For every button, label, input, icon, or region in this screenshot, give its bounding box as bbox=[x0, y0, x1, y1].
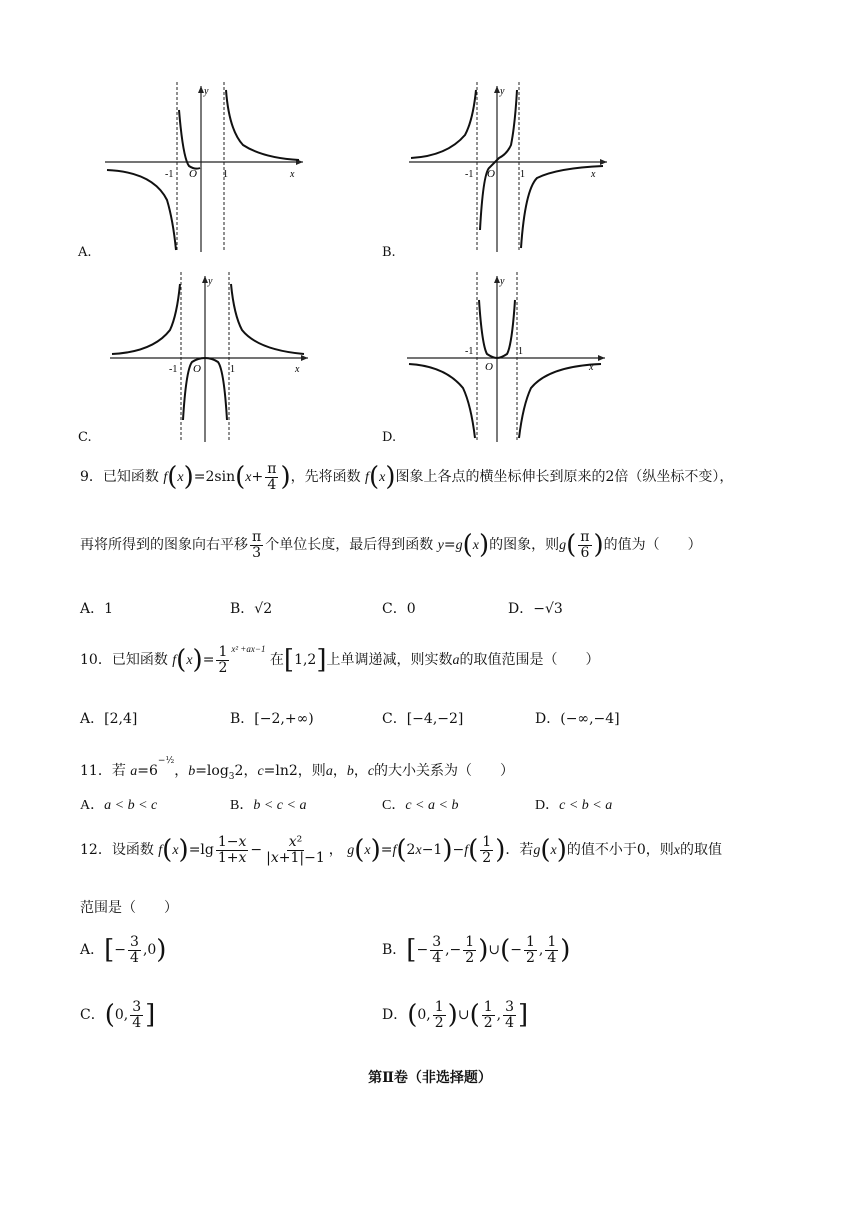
option-c-label: C. bbox=[78, 430, 92, 445]
svg-text:1: 1 bbox=[520, 169, 525, 180]
svg-text:O: O bbox=[487, 168, 495, 180]
svg-text:O: O bbox=[193, 363, 201, 375]
graph-option-b bbox=[407, 80, 617, 260]
svg-text:y: y bbox=[208, 276, 213, 287]
q11-option-c[interactable]: C．c < a < b bbox=[382, 798, 459, 813]
q11-option-a[interactable]: A．a < b < c bbox=[80, 798, 158, 813]
graph-option-d bbox=[405, 270, 615, 450]
question-10: 10．已知函数 f(x)= $\frac{1}{2}$ $^{x^2 +ax-1}$ 在[1,2]上单调递减，则实数a的取值范围是（ ） bbox=[80, 644, 600, 676]
q12-option-c[interactable]: C．(0, $\frac{3}{4}$ ] bbox=[80, 999, 156, 1031]
question-9-line-2: 再将所得到的图象向右平移 $\frac{\pi}{3}$ 个单位长度，最后得到函数 y=g(x)的图象，则g( $\frac{\pi}{6}$ )的值为（ ） bbox=[80, 529, 702, 561]
option-b-label: B. bbox=[382, 245, 396, 260]
option-d-label: D. bbox=[382, 430, 397, 445]
svg-text:-1: -1 bbox=[465, 169, 474, 180]
q9-option-c[interactable]: C．0 bbox=[382, 601, 416, 617]
svg-text:y: y bbox=[500, 86, 505, 97]
svg-text:x: x bbox=[295, 364, 300, 375]
q9-option-b[interactable]: B．√2 bbox=[230, 601, 273, 617]
q10-option-d[interactable]: D．(−∞,−4] bbox=[535, 711, 620, 727]
svg-text:x: x bbox=[591, 169, 596, 180]
graph-option-a bbox=[103, 80, 313, 260]
q11-option-b[interactable]: B．b < c < a bbox=[230, 798, 307, 813]
svg-text:-1: -1 bbox=[169, 364, 178, 375]
graph-option-c bbox=[108, 270, 318, 450]
svg-text:1: 1 bbox=[230, 364, 235, 375]
q10-option-a[interactable]: A．[2,4] bbox=[80, 711, 138, 727]
option-a-label: A. bbox=[78, 245, 92, 260]
svg-text:O: O bbox=[189, 168, 197, 180]
question-11: 11．若 $a=6^{-\frac{1}{2}}$，$b=\log_32$，c=ln2，则a，b，c的大小关系为（ ） bbox=[80, 756, 515, 782]
q12-option-a[interactable]: A．[− $\frac{3}{4}$ ,0) bbox=[80, 934, 167, 966]
question-12: 12．设函数 f(x)=lg $\frac{1-x}{1+x}$ − $\frac{\text{x²}}{|x+1|-1}$ ， g(x)=f(2x−1)−f( $\frac{1}{2}$ )．若g(x)的值不小于0，则x的取值 bbox=[80, 834, 723, 866]
q9-number: 9．已知函数 bbox=[80, 469, 159, 486]
q9-option-d[interactable]: D．−√3 bbox=[508, 601, 563, 617]
svg-text:1: 1 bbox=[223, 169, 228, 180]
svg-text:-1: -1 bbox=[165, 169, 174, 180]
q10-option-c[interactable]: C．[−4,−2] bbox=[382, 711, 464, 727]
q9-option-a[interactable]: A．1 bbox=[80, 601, 114, 617]
svg-text:-1: -1 bbox=[465, 346, 474, 357]
q10-option-b[interactable]: B．[−2,+∞) bbox=[230, 711, 314, 727]
question-9-line-1: 9．已知函数 f(x)=2sin(x+ $\frac{\pi}{4}$ )，先将函数 f(x)图象上各点的横坐标伸长到原来的2倍（纵坐标不变）， bbox=[80, 461, 734, 493]
q11-option-d[interactable]: D．c < b < a bbox=[535, 798, 613, 813]
section-heading: 第Ⅱ卷（非选择题） bbox=[368, 1070, 492, 1086]
svg-text:y: y bbox=[204, 86, 209, 97]
svg-text:y: y bbox=[500, 276, 505, 287]
svg-text:1: 1 bbox=[518, 346, 523, 357]
svg-text:O: O bbox=[485, 361, 493, 373]
question-12-line-2: 范围是（ ） bbox=[80, 900, 178, 916]
svg-text:x: x bbox=[589, 362, 594, 373]
q12-option-d[interactable]: D．(0, $\frac{1}{2}$ )∪( $\frac{1}{2}$ , $\frac{3}{4}$ ] bbox=[382, 999, 529, 1031]
q12-option-b[interactable]: B．[− $\frac{3}{4}$ ,− $\frac{1}{2}$ )∪(− $\frac{1}{2}$ , $\frac{1}{4}$ ) bbox=[382, 934, 571, 966]
svg-text:x: x bbox=[290, 169, 295, 180]
